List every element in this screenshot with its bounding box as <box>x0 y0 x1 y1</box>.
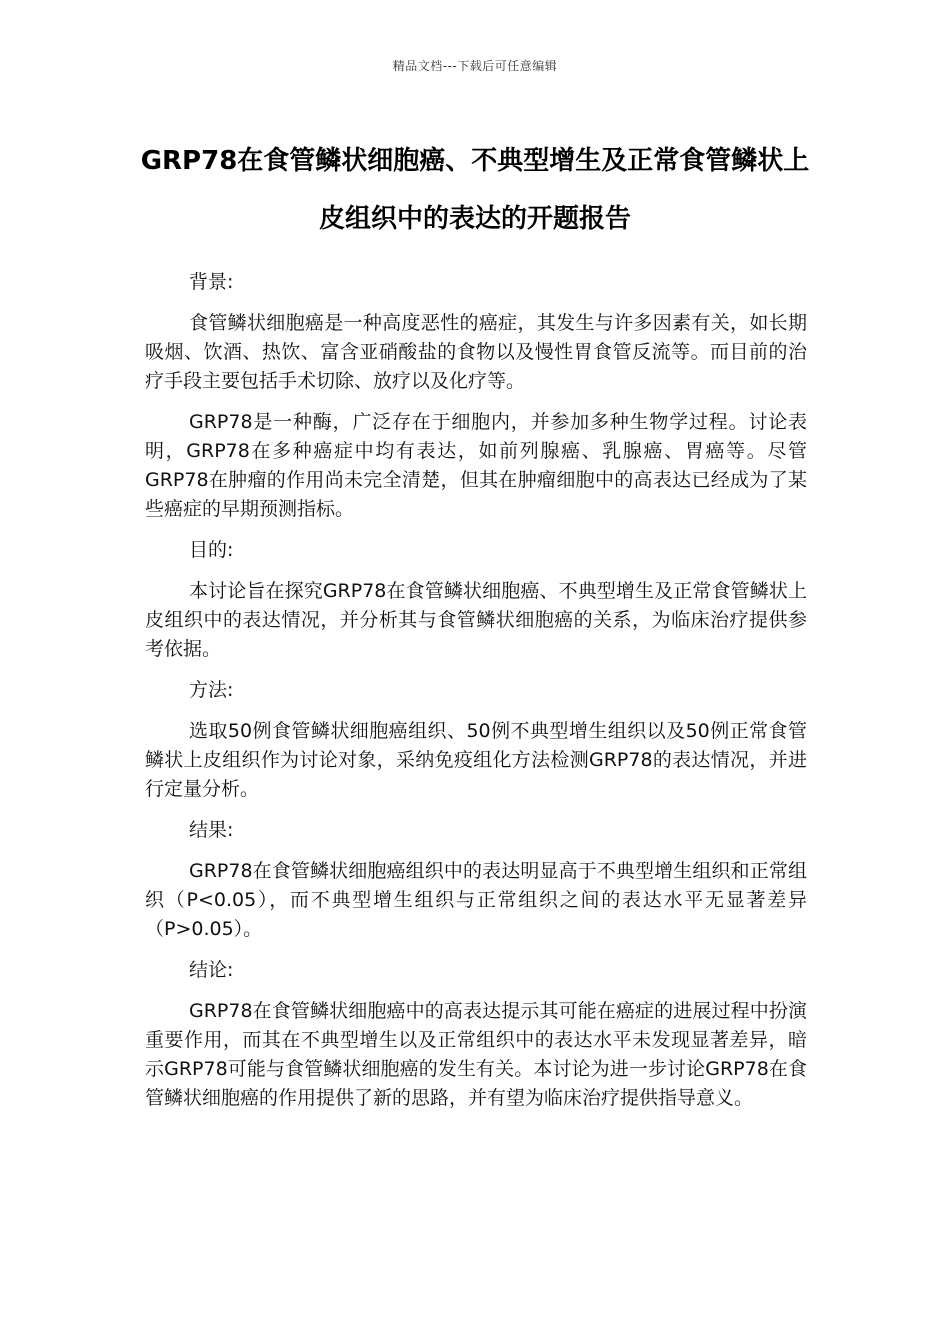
document-body <box>145 268 807 1125</box>
paragraph-methods-1: 选取50例食管鳞状细胞癌组织、50例不典型增生组织以及50例正常食管鳞状上皮组织作为讨论对象，采纳免疫组化方法检测GRP78的表达情况，并进行定量分析。 <box>145 720 807 800</box>
document-title: GRP78在食管鳞状细胞癌、不典型增生及正常食管鳞状上皮组织中的表达的开题报告 <box>140 146 810 234</box>
paragraph-background-2: GRP78是一种酶，广泛存在于细胞内，并参加多种生物学过程。讨论表明，GRP78在多种癌症中均有表达，如前列腺癌、乳腺癌、胃癌等。尽管GRP78在肿瘤的作用尚未完全清楚，但其在肿瘤细胞中的高表达已经成为了某些癌症的早期预测指标。 <box>145 411 807 520</box>
paragraph-conclusion-1: GRP78在食管鳞状细胞癌中的高表达提示其可能在癌症的进展过程中扮演重要作用，而其在不典型增生以及正常组织中的表达水平未发现显著差异，暗示GRP78可能与食管鳞状细胞癌的发生有关。本讨论为进一步讨论GRP78在食管鳞状细胞癌的作用提供了新的思路，并有望为临床治疗提供指导意义。 <box>145 1000 807 1109</box>
paragraph-results-1: GRP78在食管鳞状细胞癌组织中的表达明显高于不典型增生组织和正常组织（P<0.05），而不典型增生组织与正常组织之间的表达水平无显著差异（P>0.05）。 <box>145 860 807 940</box>
header-note: 精品文档---下载后可任意编辑 <box>392 59 558 73</box>
section-heading-conclusion: 结论: <box>189 959 234 981</box>
section-heading-results: 结果: <box>189 819 234 841</box>
section-heading-methods: 方法: <box>189 679 234 701</box>
paragraph-purpose-1: 本讨论旨在探究GRP78在食管鳞状细胞癌、不典型增生及正常食管鳞状上皮组织中的表达情况，并分析其与食管鳞状细胞癌的关系，为临床治疗提供参考依据。 <box>145 580 807 660</box>
paragraph-background-1: 食管鳞状细胞癌是一种高度恶性的癌症，其发生与许多因素有关，如长期吸烟、饮酒、热饮、富含亚硝酸盐的食物以及慢性胃食管反流等。而目前的治疗手段主要包括手术切除、放疗以及化疗等。 <box>145 312 807 392</box>
section-heading-purpose: 目的: <box>189 539 234 561</box>
section-heading-background: 背景: <box>189 271 234 293</box>
